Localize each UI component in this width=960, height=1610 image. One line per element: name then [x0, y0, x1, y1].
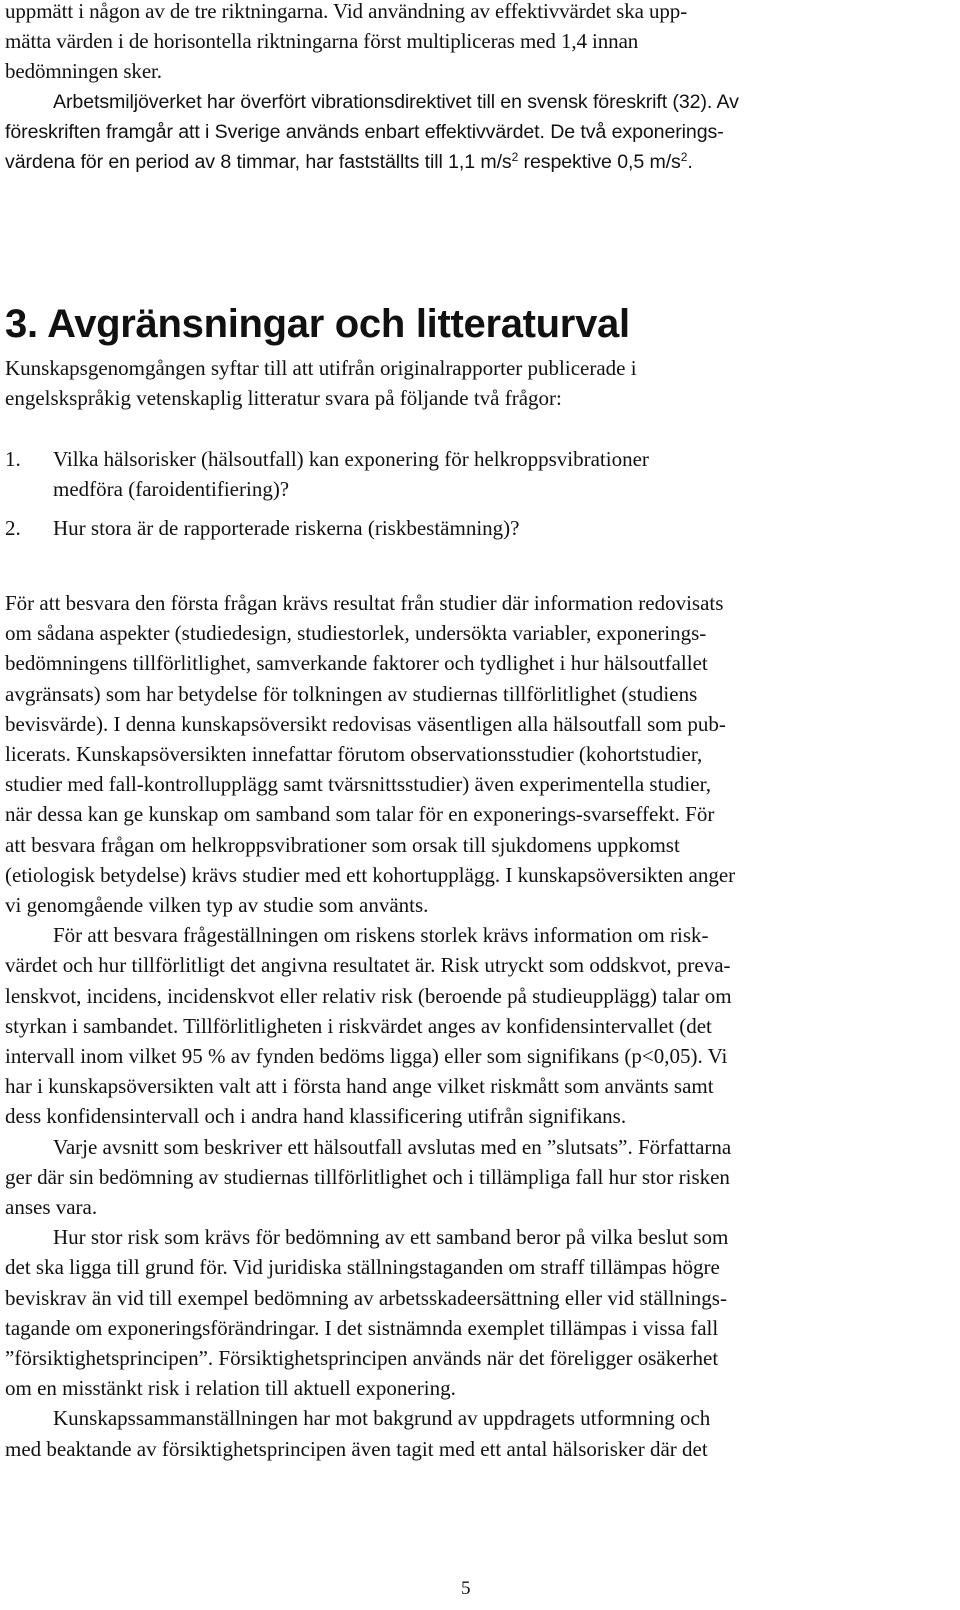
- list-number: 2.: [5, 516, 21, 541]
- body-text: [5, 588, 735, 1464]
- body-line: bevisvärde). I denna kunskapsöversikt redovisas väsentligen alla hälsoutfall som pub-: [5, 711, 726, 736]
- body-line: det ska ligga till grund för. Vid juridiska ställningstaganden om straff tillämpas högre: [5, 1255, 720, 1280]
- body-line: värdet och hur tillförlitligt det angivna resultatet är. Risk utryckt som oddskvot, preva-: [5, 953, 731, 978]
- body-line: licerats. Kunskapsöversikten innefattar förutom observationsstudier (kohortstudier,: [5, 742, 703, 767]
- intro-line: uppmätt i någon av de tre riktningarna. Vid användning av effektivvärdet ska upp-: [5, 0, 688, 23]
- page-number: 5: [461, 1578, 471, 1599]
- body-line: avgränsats) som har betydelse för tolkningen av studiernas tillförlitlighet (studiens: [5, 681, 698, 706]
- body-line: anses vara.: [5, 1195, 98, 1220]
- list-item: [5, 513, 649, 543]
- intro-line: mätta värden i de horisontella riktningarna först multipliceras med 1,4 innan: [5, 29, 639, 54]
- body-line: För att besvara den första frågan krävs resultat från studier där information redovisats: [5, 591, 724, 615]
- body-line: har i kunskapsöversikten valt att i första hand ange vilket riskmått som använts samt: [5, 1074, 714, 1099]
- body-line: För att besvara frågeställningen om riskens storlek krävs information om risk-: [53, 923, 709, 948]
- section-lead: [5, 353, 637, 413]
- intro-paragraph: [5, 0, 739, 179]
- body-line: ger där sin bedömning av studiernas tillförlitlighet och i tillämpliga fall hur stor risken: [5, 1164, 730, 1189]
- intro-line-units: [5, 147, 739, 179]
- body-line: Hur stor risk som krävs för bedömning av ett samband beror på vilka beslut som: [53, 1225, 729, 1250]
- body-line: (etiologisk betydelse) krävs studier med ett kohortupplägg. I kunskapsöversikten anger: [5, 862, 736, 887]
- lead-line: Kunskapsgenomgången syftar till att utifrån originalrapporter publicerade i: [5, 356, 637, 380]
- superscript: 2: [680, 150, 688, 165]
- body-line: att besvara frågan om helkroppsvibrationer som orsak till sjukdomens uppkomst: [5, 832, 680, 857]
- body-line: bedömningens tillförlitlighet, samverkande faktorer och tydlighet i hur hälsoutfallet: [5, 651, 708, 676]
- body-line: Varje avsnitt som beskriver ett hälsoutfall avslutas med en ”slutsats”. Författarna: [53, 1134, 732, 1159]
- body-line: styrkan i sambandet. Tillförlitligheten i riskvärdet anges av konfidensintervallet (det: [5, 1013, 712, 1038]
- body-line: beviskrav än vid till exempel bedömning av arbetsskadeersättning eller vid ställnings-: [5, 1285, 727, 1310]
- lead-line: engelskspråkig vetenskaplig litteratur svara på följande två frågor:: [5, 386, 562, 411]
- body-line: om en misstänkt risk i relation till aktuell exponering.: [5, 1376, 456, 1401]
- body-line: när dessa kan ge kunskap om samband som talar för en exponerings-svarseffekt. För: [5, 802, 715, 827]
- body-line: om sådana aspekter (studiedesign, studiestorlek, undersökta variabler, exponerings-: [5, 621, 707, 646]
- intro-line: bedömningen sker.: [5, 59, 162, 84]
- list-text: Vilka hälsorisker (hälsoutfall) kan exponering för helkroppsvibrationer: [53, 447, 649, 471]
- body-line: lenskvot, incidens, incidenskvot eller relativ risk (beroende på studieupplägg) talar om: [5, 983, 732, 1008]
- intro-line: Arbetsmiljöverket har överfört vibrationsdirektivet till en svensk föreskrift (32). Av: [53, 90, 739, 113]
- list-item: [5, 444, 649, 504]
- intro-text: .: [687, 151, 693, 174]
- body-line: dess konfidensintervall och i andra hand klassificering utifrån signifikans.: [5, 1104, 627, 1129]
- superscript: 2: [511, 150, 519, 165]
- body-line: med beaktande av försiktighetsprincipen även tagit med ett antal hälsorisker där det: [5, 1436, 708, 1461]
- questions-list: [5, 444, 649, 544]
- body-line: ”försiktighetsprincipen”. Försiktighetsprincipen används när det föreligger osäkerhet: [5, 1346, 719, 1371]
- intro-text: respektive 0,5 m/s: [518, 151, 681, 174]
- intro-line: föreskriften framgår att i Sverige används enbart effektivvärdet. De två exponerings-: [5, 120, 724, 143]
- list-text: medföra (faroidentifiering)?: [53, 477, 290, 502]
- list-text: Hur stora är de rapporterade riskerna (riskbestämning)?: [53, 516, 520, 541]
- section-heading: 3. Avgränsningar och litteraturval: [5, 302, 630, 346]
- list-number: 1.: [5, 447, 21, 471]
- intro-text: värdena för en period av 8 timmar, har fastställts till 1,1 m/s: [5, 151, 512, 174]
- body-line: intervall inom vilket 95 % av fynden bedöms ligga) eller som signifikans (p<0,05). Vi: [5, 1044, 728, 1069]
- body-line: vi genomgående vilken typ av studie som använts.: [5, 893, 429, 918]
- body-line: tagande om exponeringsförändringar. I det sistnämnda exemplet tillämpas i vissa fall: [5, 1315, 719, 1340]
- body-line: Kunskapssammanställningen har mot bakgrund av uppdragets utformning och: [53, 1406, 711, 1431]
- body-line: studier med fall-kontrollupplägg samt tvärsnittsstudier) även experimentella studier,: [5, 772, 711, 797]
